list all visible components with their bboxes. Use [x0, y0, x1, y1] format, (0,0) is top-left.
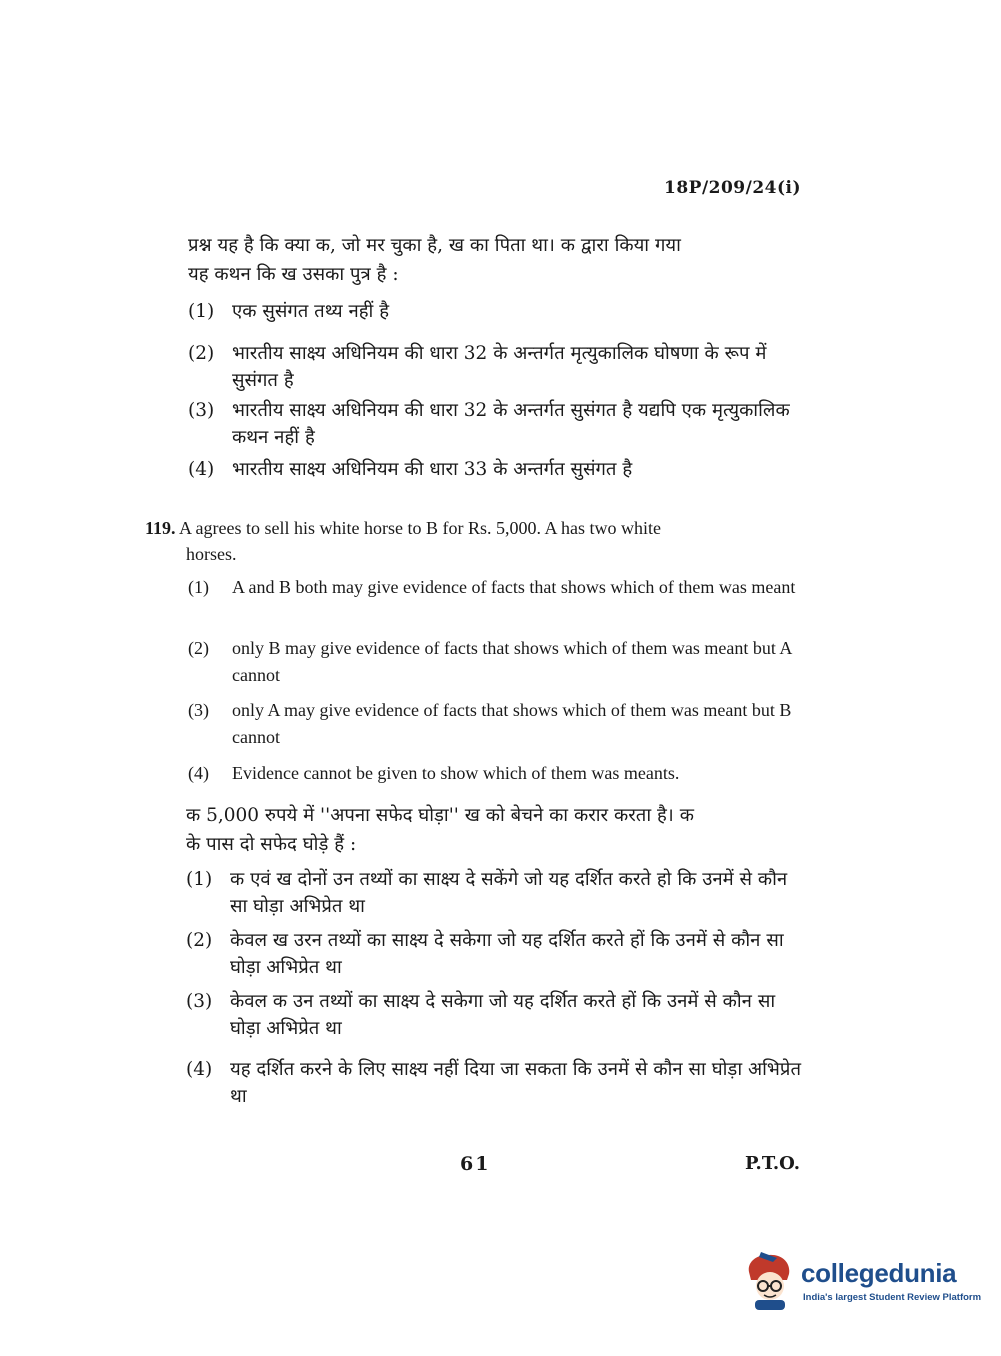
- mascot-icon: [743, 1250, 799, 1312]
- option-text: Evidence cannot be given to show which of them was meants.: [232, 763, 680, 783]
- option-text: A and B both may give evidence of facts that shows which of them was meant: [232, 577, 796, 597]
- page-number: 61: [460, 1153, 491, 1175]
- option-text: भारतीय साक्ष्य अधिनियम की धारा 33 के अन्तर्गत सुसंगत है: [232, 459, 633, 480]
- option-number: (2): [186, 930, 213, 951]
- option-number: (1): [188, 301, 215, 322]
- option-text: यह दर्शित करने के लिए साक्ष्य नहीं दिया जा सकता कि उनमें से कौन सा घोड़ा अभिप्रेत था: [230, 1059, 802, 1107]
- q119-hindi-stem-line1: क 5,000 रुपये में ''अपना सफेद घोड़ा'' ख को बेचने का करार करता है। क: [186, 805, 694, 826]
- option-number: (2): [188, 343, 215, 364]
- paper-code: 18P/209/24(i): [664, 178, 802, 198]
- brand-name: collegedunia: [801, 1258, 957, 1288]
- brand-tagline: India's largest Student Review Platform: [803, 1292, 982, 1303]
- option-text: केवल क उन तथ्यों का साक्ष्य दे सकेगा जो यह दर्शित करते हों कि उनमें से कौन सा घोड़ा अभिप्रेत था: [230, 991, 776, 1039]
- q118-stem-line2: यह कथन कि ख उसका पुत्र है :: [188, 264, 399, 285]
- option-number: (3): [188, 700, 209, 720]
- option-number: (4): [186, 1059, 213, 1080]
- option-number: (3): [188, 400, 215, 421]
- option-number: (4): [188, 459, 215, 480]
- option-text: भारतीय साक्ष्य अधिनियम की धारा 32 के अन्तर्गत मृत्युकालिक घोषणा के रूप में सुसंगत है: [232, 343, 767, 391]
- option-text: भारतीय साक्ष्य अधिनियम की धारा 32 के अन्तर्गत सुसंगत है यद्यपि एक मृत्युकालिक कथन नहीं है: [232, 400, 790, 448]
- option-number: (2): [188, 638, 209, 658]
- q119-stem-text: A agrees to sell his white horse to B for Rs. 5,000. A has two white: [179, 518, 661, 538]
- question-number: 119.: [145, 518, 176, 538]
- option-text: केवल ख उरन तथ्यों का साक्ष्य दे सकेगा जो यह दर्शित करते हों कि उनमें से कौन सा घोड़ा अभिप्रेत था: [230, 930, 784, 978]
- option-number: (1): [186, 869, 213, 890]
- collegedunia-logo: [743, 1250, 982, 1312]
- q119-stem-line1: [145, 514, 810, 542]
- option-text: क एवं ख दोनों उन तथ्यों का साक्ष्य दे सकेंगे जो यह दर्शित करते हो कि उनमें से कौन सा घोड़ा अभिप्रेत था: [230, 869, 788, 917]
- option-text: only B may give evidence of facts that shows which of them was meant but A cannot: [232, 638, 792, 685]
- q118-stem-line1: प्रश्न यह है कि क्या क, जो मर चुका है, ख का पिता था। क द्वारा किया गया: [188, 235, 681, 256]
- q119-hindi-stem-line2: के पास दो सफेद घोड़े हैं :: [186, 834, 357, 855]
- option-number: (4): [188, 763, 209, 783]
- option-number: (1): [188, 577, 209, 597]
- option-number: (3): [186, 991, 213, 1012]
- option-text: only A may give evidence of facts that shows which of them was meant but B cannot: [232, 700, 792, 747]
- pto-label: P.T.O.: [745, 1153, 801, 1174]
- option-text: एक सुसंगत तथ्य नहीं है: [232, 301, 390, 322]
- q119-stem-line2: horses.: [186, 544, 237, 564]
